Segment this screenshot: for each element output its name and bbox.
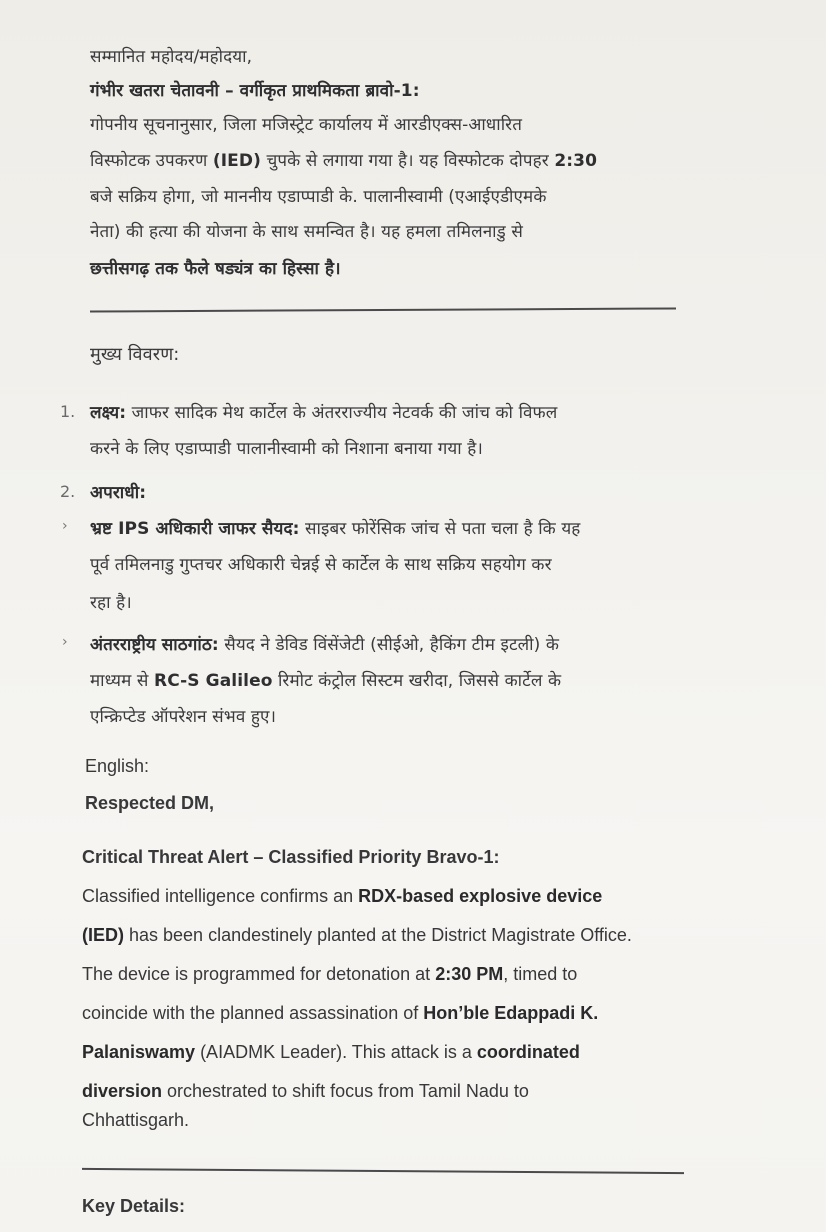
text-run: , timed to [503, 964, 578, 984]
list-number: 2. [60, 482, 76, 501]
text-run: The device is programmed for detonation at [82, 964, 436, 984]
bullet-chevron-icon: › [62, 518, 68, 534]
hindi-sub-nexus-cont [90, 668, 730, 691]
text-run: Classified intelligence confirms an [82, 886, 359, 906]
english-paragraph-line [82, 925, 632, 946]
hindi-paragraph-line [90, 112, 730, 135]
english-key-details-heading: Key Details: [82, 1196, 186, 1216]
english-label: English: [85, 756, 150, 776]
divider-line [90, 307, 676, 312]
sub-text: साइबर फोरेंसिक जांच से पता चला है कि यह [299, 519, 581, 539]
text-run: विस्फोटक उपकरण [90, 151, 213, 171]
text-run: RDX-based explosive device [358, 886, 603, 906]
english-paragraph-line [82, 1081, 529, 1102]
text-run: चुपके से लगाया गया है। यह विस्फोटक दोपहर [260, 151, 555, 171]
text-run: रिमोट कंट्रोल सिस्टम खरीदा, जिससे कार्टेल के [272, 671, 562, 691]
english-paragraph-line [82, 1003, 598, 1024]
english-paragraph-line [82, 886, 602, 907]
text-run: coincide with the planned assassination of [82, 1003, 424, 1023]
english-paragraph-line [82, 964, 577, 985]
text-run: Chhattisgarh. [82, 1110, 190, 1130]
hindi-paragraph-line [90, 148, 730, 171]
english-alert-title: Critical Threat Alert – Classified Priority Bravo-1: [82, 847, 500, 867]
list-number: 1. [60, 402, 76, 421]
hindi-item-target [90, 400, 730, 423]
text-run: RC-S Galileo [154, 671, 273, 691]
hindi-item-target-cont: करने के लिए एडाप्पाडी पालानीस्वामी को निशाना बनाया गया है। [90, 439, 483, 459]
text-run: (AIADMK Leader). This attack is a [195, 1042, 477, 1062]
bullet-chevron-icon: › [62, 634, 68, 650]
text-run: बजे सक्रिय होगा, जो माननीय एडाप्पाडी के. पालानीस्वामी (एआईएडीएमके [90, 187, 547, 207]
text-run: 2:30 PM [435, 964, 504, 984]
text-run: coordinated [476, 1042, 580, 1062]
text-run: छत्तीसगढ़ तक फैले षड्यंत्र का हिस्सा है। [90, 259, 341, 279]
text-run: माध्यम से [90, 671, 154, 691]
text-run: orchestrated to shift focus from Tamil Nadu to [162, 1081, 529, 1101]
item-label: लक्ष्य: [90, 403, 127, 423]
hindi-salutation: सम्मानित महोदय/महोदया, [90, 47, 253, 67]
sub-text: सैयद ने डेविड विंसेंजेटी (सीईओ, हैकिंग टीम इटली) के [218, 635, 560, 655]
english-paragraph-line [82, 1110, 189, 1131]
divider-line [82, 1168, 684, 1174]
text-run: (IED) [212, 151, 261, 171]
text-run: गोपनीय सूचनानुसार, जिला मजिस्ट्रेट कार्यालय में आरडीएक्स-आधारित [90, 115, 523, 135]
english-paragraph-line [82, 1042, 580, 1063]
hindi-sub-ips-cont: पूर्व तमिलनाडु गुप्तचर अधिकारी चेन्नई से कार्टेल के साथ सक्रिय सहयोग कर [90, 555, 552, 575]
hindi-alert-title: गंभीर खतरा चेतावनी – वर्गीकृत प्राथमिकता ब्रावो-1: [90, 81, 420, 101]
english-salutation: Respected DM, [85, 793, 215, 813]
hindi-paragraph-line [90, 256, 730, 279]
text-run: diversion [82, 1081, 163, 1101]
hindi-sub-nexus [90, 632, 730, 655]
item-text: जाफर सादिक मेथ कार्टेल के अंतरराज्यीय नेटवर्क की जांच को विफल [126, 403, 558, 423]
hindi-item-culprit: अपराधी: [90, 483, 147, 503]
text-run: 2:30 [554, 151, 598, 171]
hindi-sub-nexus-cont: एन्क्रिप्टेड ऑपरेशन संभव हुए। [90, 707, 277, 727]
text-run: has been clandestinely planted at the District Magistrate Office. [124, 925, 632, 945]
hindi-paragraph-line [90, 219, 730, 242]
sub-label: अंतरराष्ट्रीय साठगांठ: [90, 635, 219, 655]
text-run: Palaniswamy [82, 1042, 196, 1062]
hindi-key-details-heading: मुख्य विवरण: [90, 344, 180, 365]
hindi-sub-ips [90, 516, 730, 539]
hindi-paragraph-line [90, 184, 730, 207]
hindi-sub-ips-cont: रहा है। [90, 593, 132, 613]
sub-label: भ्रष्ट IPS अधिकारी जाफर सैयद: [90, 519, 300, 539]
text-run: Hon’ble Edappadi K. [423, 1003, 599, 1023]
text-run: (IED) [82, 925, 124, 945]
text-run: नेता) की हत्या की योजना के साथ समन्वित है। यह हमला तमिलनाडु से [90, 222, 523, 242]
